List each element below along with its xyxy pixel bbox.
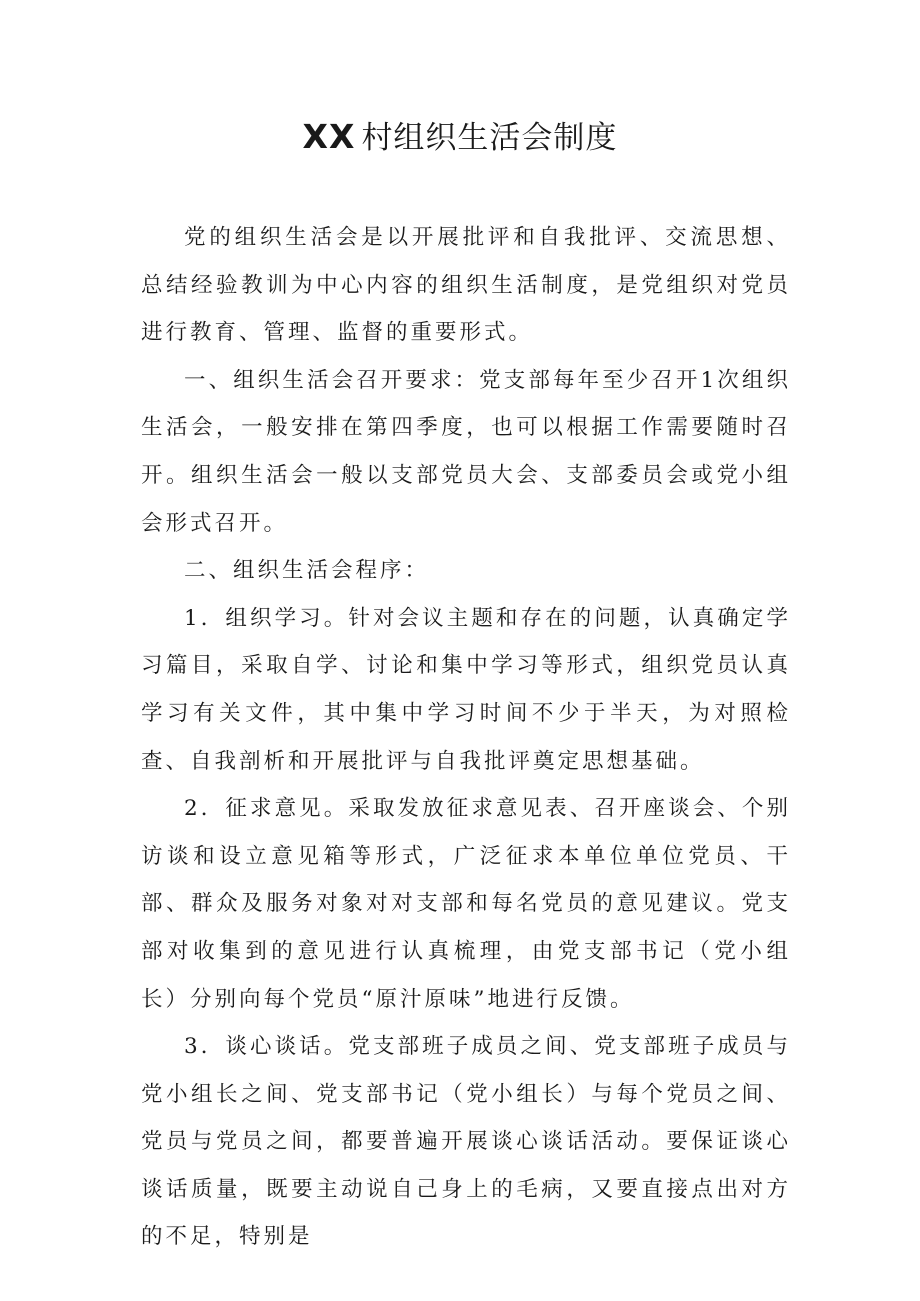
title-main: 村组织生活会制度 <box>361 120 618 156</box>
paragraph-item-2: 2．征求意见。采取发放征求意见表、召开座谈会、个别访谈和设立意见箱等形式，广泛征求本单位单位党员、干部、群众及服务对象对对支部和每名党员的意见建议。党支部对收集到的意见进行认真梳理，由党支部书记（党小组长）分别向每个党员“原汁原味”地进行反馈。 <box>141 796 791 1012</box>
paragraph-section-2-heading: 二、组织生活会程序： <box>184 558 430 584</box>
paragraph-intro: 党的组织生活会是以开展批评和自我批评、交流思想、总结经验教训为中心内容的组织生活制度，是党组织对党员进行教育、管理、监督的重要形式。 <box>141 225 791 346</box>
title-prefix: XX <box>302 117 356 156</box>
document-body <box>141 214 791 1261</box>
paragraph-item-1: 1．组织学习。针对会议主题和存在的问题，认真确定学习篇目，采取自学、讨论和集中学习等形式，组织党员认真学习有关文件，其中集中学习时间不少于半天，为对照检查、自我剖析和开展批评与自我批评奠定思想基础。 <box>141 605 791 774</box>
paragraph-section-1: 一、组织生活会召开要求：党支部每年至少召开1次组织生活会，一般安排在第四季度，也可以根据工作需要随时召开。组织生活会一般以支部党员大会、支部委员会或党小组会形式召开。 <box>141 367 791 536</box>
document-title <box>0 112 920 163</box>
paragraph-item-3: 3．谈心谈话。党支部班子成员之间、党支部班子成员与党小组长之间、党支部书记（党小组长）与每个党员之间、党员与党员之间，都要普遍开展谈心谈话活动。要保证谈心谈话质量，既要主动说自己身上的毛病，又要直接点出对方的不足，特别是 <box>141 1034 791 1250</box>
